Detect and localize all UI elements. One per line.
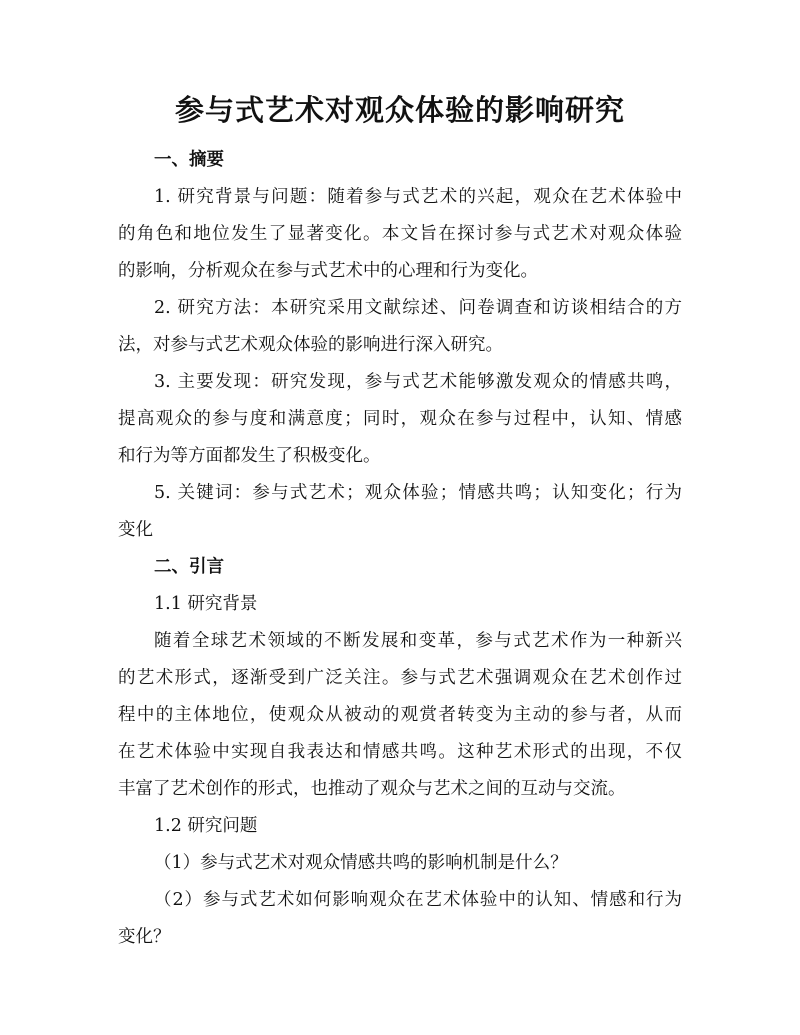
document-body <box>118 142 682 956</box>
text-line-para1-line3: 的影响，分析观众在参与式艺术中的心理和行为变化。 <box>118 261 538 281</box>
text-line-para5-line3: 程中的主体地位，使观众从被动的观赏者转变为主动的参与者，从而 <box>118 705 682 725</box>
text-line-para3-line1: 3. 主要发现：研究发现，参与式艺术能够激发观众的情感共鸣， <box>154 372 682 392</box>
text-line-question2-line1: （2）参与式艺术如何影响观众在艺术体验中的认知、情感和行为 <box>154 890 682 910</box>
text-line-para2-line1: 2. 研究方法：本研究采用文献综述、问卷调查和访谈相结合的方 <box>154 298 682 318</box>
text-line-para5-line1: 随着全球艺术领域的不断发展和变革，参与式艺术作为一种新兴 <box>154 631 682 651</box>
text-line-abstract-heading: 一、摘要 <box>154 150 224 170</box>
text-line-para3-line2: 提高观众的参与度和满意度；同时，观众在参与过程中，认知、情感 <box>118 409 682 429</box>
text-line-para2-line2: 法，对参与式艺术观众体验的影响进行深入研究。 <box>118 335 503 355</box>
document-title: 参与式艺术对观众体验的影响研究 <box>174 93 625 127</box>
text-line-para5-line4: 在艺术体验中实现自我表达和情感共鸣。这种艺术形式的出现，不仅 <box>118 742 682 762</box>
text-line-para1-line2: 的角色和地位发生了显著变化。本文旨在探讨参与式艺术对观众体验 <box>118 224 682 244</box>
text-line-intro-heading: 二、引言 <box>154 557 224 577</box>
text-line-section-1-1: 1.1 研究背景 <box>154 594 258 614</box>
text-line-question1: （1）参与式艺术对观众情感共鸣的影响机制是什么？ <box>154 853 568 873</box>
text-line-para3-line3: 和行为等方面都发生了积极变化。 <box>118 446 381 466</box>
text-line-section-1-2: 1.2 研究问题 <box>154 816 258 836</box>
text-line-para5-line2: 的艺术形式，逐渐受到广泛关注。参与式艺术强调观众在艺术创作过 <box>118 668 682 688</box>
text-line-para4-line2: 变化 <box>118 520 153 540</box>
text-line-question2-line2: 变化？ <box>118 927 171 947</box>
text-line-para4-line1: 5. 关键词：参与式艺术；观众体验；情感共鸣；认知变化；行为 <box>154 483 682 503</box>
text-line-para5-line5: 丰富了艺术创作的形式，也推动了观众与艺术之间的互动与交流。 <box>118 779 626 799</box>
text-line-para1-line1: 1. 研究背景与问题：随着参与式艺术的兴起，观众在艺术体验中 <box>154 187 682 207</box>
